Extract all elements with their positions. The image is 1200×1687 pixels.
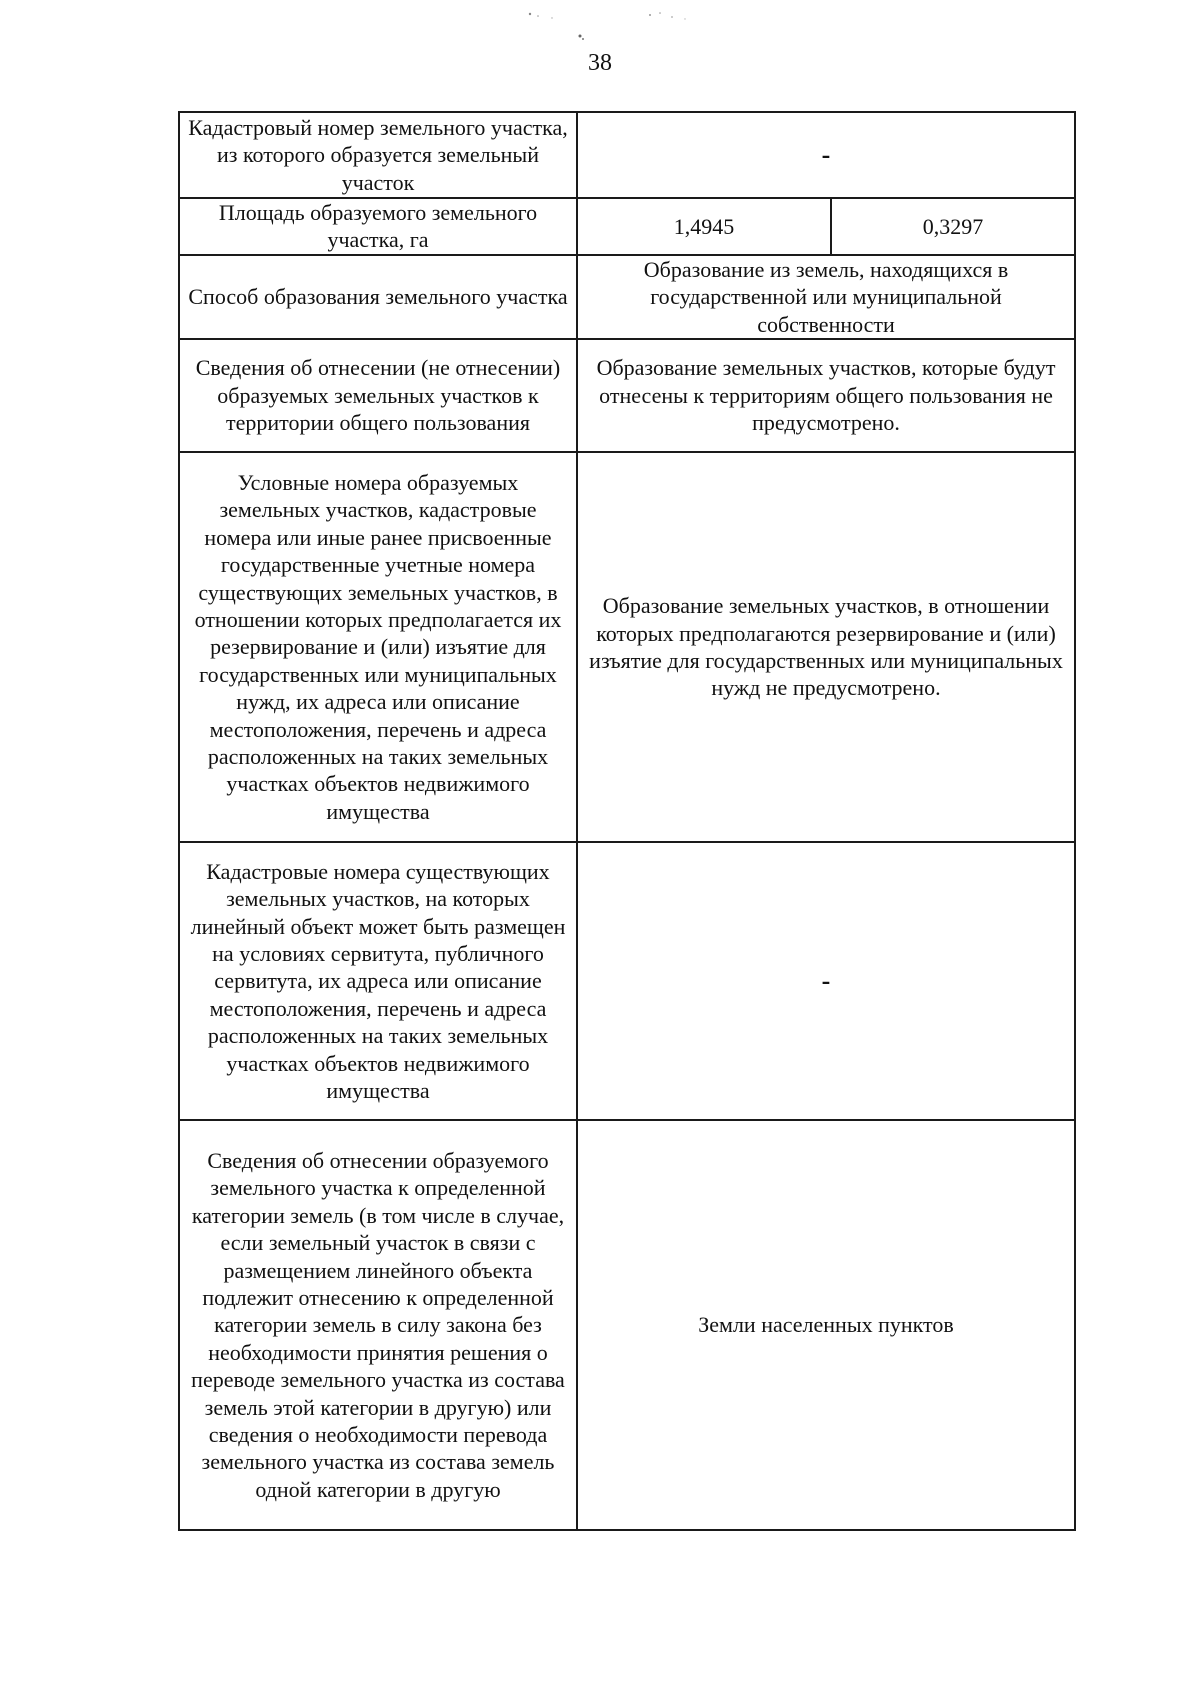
- table-row: [179, 112, 1075, 198]
- row-label-land-category: Сведения об отнесении образуемого земельного участка к определенной категории земель (в том числе в случае, если земельный участок в связи с размещением линейного объекта подлежит отнесению к определенной категории земель в силу закона без необходимости принятия решения о переводе земельного участка из состава земель этой категории в другую) или сведения о необходимости перевода земельного участка из состава земель одной категории в другую: [179, 1120, 577, 1530]
- table-row: [179, 255, 1075, 339]
- row-label-formation-method: Способ образования земельного участка: [179, 255, 577, 339]
- row-label-cadastral-source: Кадастровый номер земельного участка, из которого образуется земельный участок: [179, 112, 577, 198]
- row-value-cadastral-source: -: [577, 112, 1075, 198]
- scan-noise-specks: [500, 6, 720, 46]
- table-row: [179, 842, 1075, 1120]
- row-value-land-category: Земли населенных пунктов: [577, 1120, 1075, 1530]
- row-value-area-2: 0,3297: [831, 198, 1075, 255]
- row-label-servitude: Кадастровые номера существующих земельных участков, на которых линейный объект может быть размещен на условиях сервитута, публичного сервитута, их адреса или описание местоположения, перечень и адреса расположенных на таких земельных участках объектов недвижимого имущества: [179, 842, 577, 1120]
- row-value-public-territory: Образование земельных участков, которые будут отнесены к территориям общего пользования не предусмотрено.: [577, 339, 1075, 452]
- table-row: [179, 339, 1075, 452]
- table-row: [179, 198, 1075, 255]
- row-value-reservation: Образование земельных участков, в отношении которых предполагаются резервирование и (или) изъятие для государственных или муниципальных нужд не предусмотрено.: [577, 452, 1075, 842]
- row-value-formation-method: Образование из земель, находящихся в государственной или муниципальной собственности: [577, 255, 1075, 339]
- row-value-area-1: 1,4945: [577, 198, 831, 255]
- land-plot-info-table: [178, 111, 1076, 1531]
- table-row: [179, 1120, 1075, 1530]
- row-label-reservation: Условные номера образуемых земельных участков, кадастровые номера или иные ранее присвоенные государственные учетные номера существующих земельных участков, в отношении которых предполагается их резервирование и (или) изъятие для государственных или муниципальных нужд, их адреса или описание местоположения, перечень и адреса расположенных на таких земельных участках объектов недвижимого имущества: [179, 452, 577, 842]
- row-value-servitude: -: [577, 842, 1075, 1120]
- row-label-public-territory: Сведения об отнесении (не отнесении) образуемых земельных участков к территории общего пользования: [179, 339, 577, 452]
- page-number: 38: [588, 50, 612, 76]
- row-label-area: Площадь образуемого земельного участка, га: [179, 198, 577, 255]
- table-row: [179, 452, 1075, 842]
